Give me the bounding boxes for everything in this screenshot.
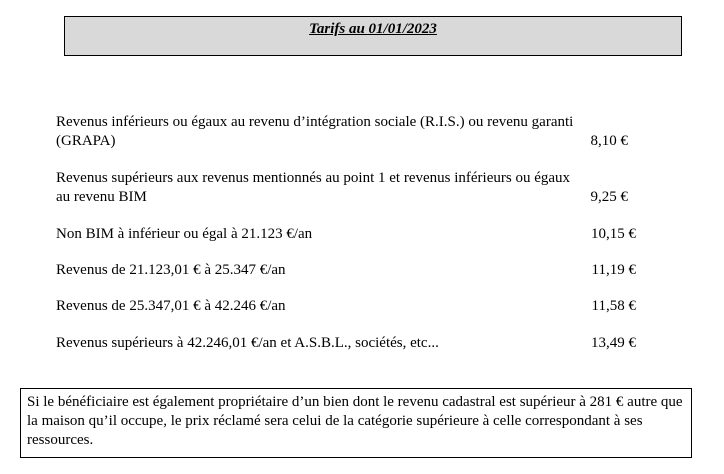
tariff-description: Non BIM à inférieur ou égal à 21.123 €/an	[56, 226, 313, 242]
tariff-row	[56, 113, 636, 151]
tariff-row	[56, 297, 636, 316]
tariff-description: Revenus de 25.347,01 € à 42.246 €/an	[56, 298, 286, 314]
page-title: Tarifs au 01/01/2023	[309, 21, 437, 37]
tariff-price: 9,25 €	[590, 189, 628, 205]
tariff-price: 11,19 €	[591, 262, 636, 278]
note-text: Si le bénéficiaire est également propriétaire d’un bien dont le revenu cadastral est supérieur à 281 € autre que la maison qu’il occupe, le prix réclamé sera celui de la catégorie supérieure à celle correspondant à ses ressources.	[27, 394, 683, 448]
tariff-price: 8,10 €	[590, 133, 628, 149]
tariff-row	[56, 169, 636, 207]
tariff-description: Revenus inférieurs ou égaux au revenu d’intégration sociale (R.I.S.) ou revenu garanti (GRAPA)	[56, 114, 574, 149]
tariff-price: 10,15 €	[591, 226, 636, 242]
tariff-description: Revenus supérieurs à 42.246,01 €/an et A.S.B.L., sociétés, etc...	[56, 335, 439, 351]
tariff-row	[56, 261, 636, 280]
title-box	[64, 16, 682, 56]
tariff-price: 11,58 €	[591, 298, 636, 314]
tariff-row	[56, 334, 636, 353]
tariff-description: Revenus supérieurs aux revenus mentionnés au point 1 et revenus inférieurs ou égaux au revenu BIM	[56, 170, 571, 205]
tariff-description: Revenus de 21.123,01 € à 25.347 €/an	[56, 262, 286, 278]
tariff-price: 13,49 €	[591, 335, 636, 351]
note-box	[20, 388, 692, 458]
tariff-row	[56, 225, 636, 244]
